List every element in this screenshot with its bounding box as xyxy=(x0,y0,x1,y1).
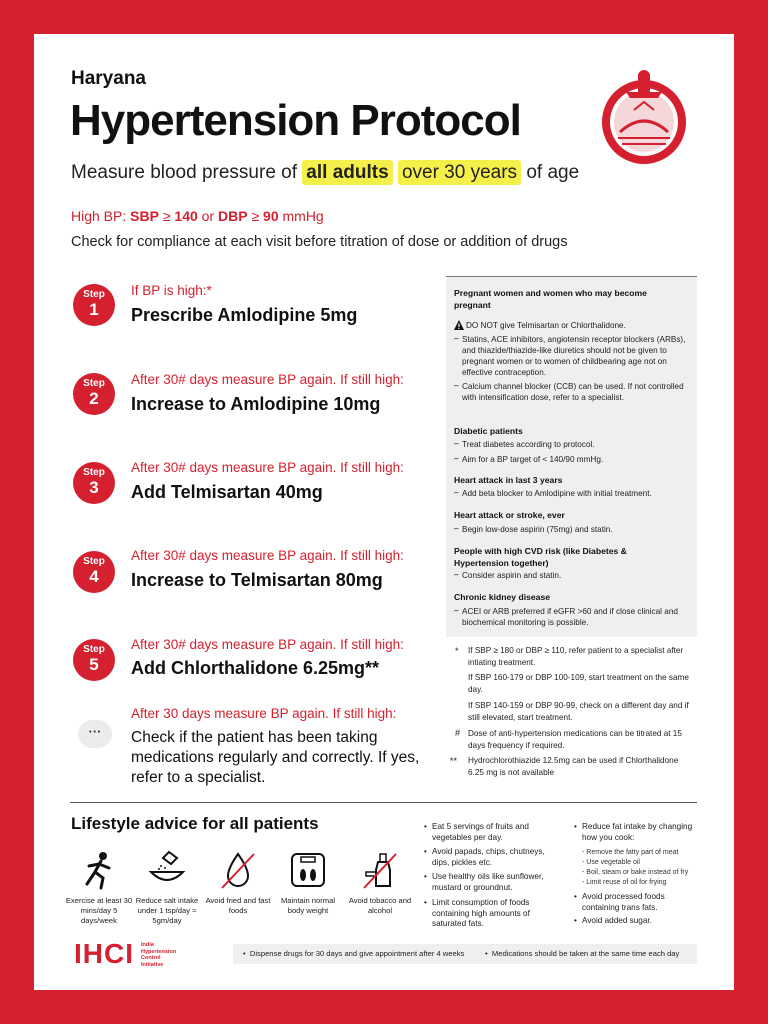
warning-icon xyxy=(454,320,464,330)
step-number: 5 xyxy=(89,655,99,674)
step-4-condition: After 30# days measure BP again. If still high: xyxy=(131,548,404,563)
step-2-badge xyxy=(73,373,115,415)
step-2-condition: After 30# days measure BP again. If still high: xyxy=(131,372,404,387)
step-1-condition: If BP is high:* xyxy=(131,283,212,298)
step-2-action: Increase to Amlodipine 10mg xyxy=(131,394,381,414)
section-divider xyxy=(70,802,697,803)
subtitle-highlight: all adults xyxy=(302,160,392,185)
stroke-heading: Heart attack or stroke, ever xyxy=(454,510,565,520)
footnote-double-star-1: Hydrochlorothiazide 12.5mg can be used if Chlorthalidone 6.25 mg is not available xyxy=(468,756,679,777)
step-1-action: Prescribe Amlodipine 5mg xyxy=(131,305,358,325)
dash-bullet: – xyxy=(454,454,459,463)
haryana-emblem-icon xyxy=(596,70,692,166)
subtitle-highlight-2: over 30 years xyxy=(398,160,521,185)
footnote-star-1: If SBP ≥ 180 or DBP ≥ 110, refer patient to a specialist after intiating treatment. xyxy=(468,646,684,667)
ihci-sub-4: Initiative xyxy=(141,961,164,968)
ge-sign-2: ≥ xyxy=(247,208,264,224)
icon-caption-tobacco: Avoid tobacco and alcohol xyxy=(348,896,412,915)
or-text: or xyxy=(197,208,218,224)
ihci-sub-1: India xyxy=(141,942,154,948)
lifestyle-tip-5: • Reduce fat intake by changing how you cook: xyxy=(582,822,697,843)
special-populations-panel xyxy=(446,276,697,637)
dispensing-notes-bar xyxy=(233,944,697,964)
footnote-star: * xyxy=(455,646,459,656)
step-5-badge xyxy=(73,639,115,681)
tobacco-alcohol-icon xyxy=(360,850,400,890)
heart-attack-heading: Heart attack in last 3 years xyxy=(454,475,563,485)
icon-caption-salt: Reduce salt intake under 1 tsp/day ≈ 5gm/day xyxy=(135,896,199,925)
pregnant-item-1: Statins, ACE inhibitors, angiotensin receptor blockers (ARBs), and thiazide/thiazide-like diuretics should not be given to pregnant women or to women of childbearing age not on effective contraception. xyxy=(462,335,686,377)
dispense-note-text: Dispense drugs for 30 days and give appointment after 4 weeks xyxy=(249,949,465,958)
lifestyle-tip-3: • Use healthy oils like sunflower, mustard or groundnut. xyxy=(432,872,557,893)
subtitle xyxy=(71,162,579,184)
timing-note: • Medications should be taken at the same time each day xyxy=(485,949,680,958)
timing-note-text: Medications should be taken at the same time each day xyxy=(491,949,680,958)
footnote-hash-1: Dose of anti-hypertension medications can be titrated at 15 days frequency if required. xyxy=(468,729,682,750)
step-1-badge xyxy=(73,284,115,326)
step-label: Step xyxy=(83,378,105,389)
step-3-action: Add Telmisartan 40mg xyxy=(131,482,323,502)
compliance-note: Check for compliance at each visit before titration of dose or addition of drugs xyxy=(71,234,568,250)
step-number: 1 xyxy=(89,300,99,319)
diabetic-item-2: Aim for a BP target of < 140/90 mmHg. xyxy=(462,455,604,464)
sbp-value: 140 xyxy=(174,208,198,224)
dbp-label: DBP xyxy=(218,208,248,224)
step-label: Step xyxy=(83,556,105,567)
step-5-condition: After 30# days measure BP again. If still high: xyxy=(131,637,404,652)
scale-icon xyxy=(288,850,328,890)
exercise-icon xyxy=(79,850,119,890)
cook-sub-2: - Use vegetable oil xyxy=(582,859,640,866)
cook-sub-3: - Boil, steam or bake instead of fry xyxy=(582,869,689,876)
dispense-note: • Dispense drugs for 30 days and give appointment after 4 weeks xyxy=(243,949,465,958)
icon-caption-weight: Maintain normal body weight xyxy=(280,896,336,915)
stroke-item: Begin low-dose aspirin (75mg) and statin. xyxy=(462,525,613,534)
final-condition: After 30 days measure BP again. If still high: xyxy=(131,706,397,721)
diabetic-heading: Diabetic patients xyxy=(454,426,523,436)
lifestyle-tip-4: • Limit consumption of foods containing high amounts of saturated fats. xyxy=(432,898,557,930)
step-number: 4 xyxy=(89,567,99,586)
sbp-label: SBP xyxy=(130,208,159,224)
subtitle-post: of age xyxy=(521,162,580,183)
footnote-hash: # xyxy=(455,728,461,738)
ihci-sub-3: Control xyxy=(141,955,161,961)
lifestyle-tip-1: • Eat 5 servings of fruits and vegetables per day. xyxy=(432,822,552,843)
final-instruction: Check if the patient has been taking medications regularly and correctly. If yes, refer to a specialist. xyxy=(131,729,420,786)
footnote-star-3: If SBP 140-159 or DBP 90-99, check on a different day and if still elevated, start treatment. xyxy=(468,701,689,722)
dash-bullet: – xyxy=(454,524,459,533)
dash-bullet: – xyxy=(454,439,459,448)
lifestyle-tip-6: • Avoid processed foods containing trans fats. xyxy=(582,892,692,913)
ckd-item: ACEI or ARB preferred if eGFR >60 and if close clinical and biochemical monitoring is possible. xyxy=(462,607,678,627)
step-3-condition: After 30# days measure BP again. If still high: xyxy=(131,460,404,475)
step-number: 3 xyxy=(89,478,99,497)
dash-bullet: – xyxy=(454,488,459,497)
page-title: Hypertension Protocol xyxy=(70,96,521,145)
more-dots-icon: ··· xyxy=(78,720,112,748)
step-3-badge xyxy=(73,462,115,504)
step-5-action: Add Chlorthalidone 6.25mg** xyxy=(131,658,380,678)
footnote-star-2: If SBP 160-179 or DBP 100-109, start treatment on the same day. xyxy=(468,673,689,694)
heart-attack-item: Add beta blocker to Amlodipine with initial treatment. xyxy=(462,489,652,498)
dbp-value: 90 xyxy=(263,208,279,224)
unit-text: mmHg xyxy=(278,208,324,224)
dash-bullet: – xyxy=(454,570,459,579)
high-bp-definition xyxy=(71,208,324,224)
pregnant-warning: DO NOT give Telmisartan or Chlorthalidone. xyxy=(466,321,626,330)
ihci-logo: IHCI xyxy=(74,938,134,969)
high-bp-label: High BP: xyxy=(71,208,131,224)
ge-sign: ≥ xyxy=(158,208,175,224)
salt-icon xyxy=(147,848,187,888)
step-label: Step xyxy=(83,644,105,655)
lifestyle-title: Lifestyle advice for all patients xyxy=(71,814,319,833)
dash-bullet: – xyxy=(454,334,459,343)
pregnant-item-2: Calcium channel blocker (CCB) can be used. If not controlled with intensification dose, refer to a specialist. xyxy=(462,382,684,402)
step-number: 2 xyxy=(89,389,99,408)
cvd-item: Consider aspirin and statin. xyxy=(462,571,562,580)
protocol-sheet xyxy=(34,34,734,990)
cook-sub-1: - Remove the fatty part of meat xyxy=(582,849,679,856)
ihci-sub-2: Hypertension xyxy=(141,948,177,955)
ihci-logo-subtitle xyxy=(141,942,176,968)
ckd-heading: Chronic kidney disease xyxy=(454,592,550,602)
cook-sub-4: - Limit reuse of oil for frying xyxy=(582,879,667,886)
step-4-action: Increase to Telmisartan 80mg xyxy=(131,570,383,590)
lifestyle-tip-7: • Avoid added sugar. xyxy=(582,916,692,927)
pregnant-heading: Pregnant women and women who may become pregnant xyxy=(454,288,647,310)
lifestyle-tip-2: • Avoid papads, chips, chutneys, dips, pickles etc. xyxy=(432,847,557,868)
diabetic-item-1: Treat diabetes according to protocol. xyxy=(462,440,595,449)
subtitle-pre: Measure blood pressure of xyxy=(71,162,303,183)
footnote-double-star: ** xyxy=(450,756,458,766)
step-label: Step xyxy=(83,289,105,300)
step-label: Step xyxy=(83,467,105,478)
icon-caption-exercise: Exercise at least 30 mins/day 5 days/week xyxy=(65,896,133,925)
region-label: Haryana xyxy=(71,68,146,89)
oil-drop-icon xyxy=(218,850,258,890)
step-4-badge xyxy=(73,551,115,593)
dash-bullet: – xyxy=(454,381,459,390)
icon-caption-fried: Avoid fried and fast foods xyxy=(205,896,271,915)
cvd-heading: People with high CVD risk (like Diabetes & Hypertension together) xyxy=(454,546,627,568)
dash-bullet: – xyxy=(454,606,459,615)
